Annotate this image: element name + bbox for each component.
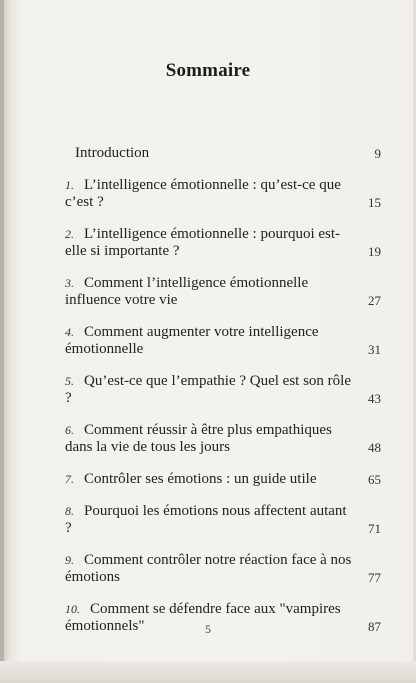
toc-entry-number: 8.	[65, 504, 74, 518]
toc-entry-6	[65, 422, 383, 456]
toc-entry-text	[65, 373, 383, 407]
toc-entry-page: 77	[368, 570, 381, 585]
toc-entry-title: Comment l’intelligence émotionnelle influence votre vie	[65, 275, 309, 308]
toc-entry-text	[65, 226, 383, 260]
toc-entry-page: 15	[368, 195, 381, 210]
toc-entry-number: 2.	[65, 227, 74, 241]
toc-entry-2	[65, 226, 383, 260]
toc-entry-title: L’intelligence émotionnelle : pourquoi est-elle si importante ?	[65, 226, 341, 259]
toc-entry-page: 9	[374, 146, 381, 161]
toc-entry-text	[65, 552, 383, 586]
toc-entry-text	[65, 503, 383, 537]
toc-entry-number: 3.	[65, 276, 74, 290]
toc-entry-page: 27	[368, 293, 381, 308]
toc-entry-page: 71	[368, 521, 381, 536]
toc-entry-text	[65, 145, 383, 162]
toc-entry-8	[65, 503, 383, 537]
table-of-contents	[65, 145, 383, 650]
toc-entry-number: 1.	[65, 178, 74, 192]
toc-entry-7	[65, 471, 383, 488]
toc-entry-text	[65, 422, 383, 456]
toc-entry-title: Comment augmenter votre intelligence émotionnelle	[65, 324, 319, 357]
toc-entry-9	[65, 552, 383, 586]
toc-entry-page: 65	[368, 472, 381, 487]
toc-entry-page: 19	[368, 244, 381, 259]
toc-entry-number: 10.	[65, 602, 80, 616]
toc-entry-number: 5.	[65, 374, 74, 388]
toc-entry-5	[65, 373, 383, 407]
toc-entry-number: 4.	[65, 325, 74, 339]
toc-entry-page: 48	[368, 440, 381, 455]
toc-entry-title: Comment se défendre face aux "vampires émotionnels"	[65, 601, 341, 634]
toc-entry-text	[65, 324, 383, 358]
toc-entry-page: 43	[368, 391, 381, 406]
page-bottom-shadow	[0, 661, 416, 683]
toc-entry-text	[65, 275, 383, 309]
toc-entry-text	[65, 471, 383, 488]
toc-entry-title: Comment réussir à être plus empathiques dans la vie de tous les jours	[65, 422, 332, 455]
page-binding-edge	[0, 0, 4, 683]
toc-entry-4	[65, 324, 383, 358]
toc-entry-title: Introduction	[75, 145, 150, 161]
toc-entry-page: 31	[368, 342, 381, 357]
toc-entry-3	[65, 275, 383, 309]
toc-entry-number: 7.	[65, 472, 74, 486]
toc-entry-text	[65, 177, 383, 211]
toc-entry-title: L’intelligence émotionnelle : qu’est-ce que c’est ?	[65, 177, 341, 210]
toc-entry-title: Comment contrôler notre réaction face à nos émotions	[65, 552, 352, 585]
toc-entry-title: Contrôler ses émotions : un guide utile	[84, 471, 317, 487]
page-title: Sommaire	[165, 60, 251, 81]
toc-entry-number: 9.	[65, 553, 74, 567]
page-number: 5	[205, 622, 211, 636]
toc-entry-title: Qu’est-ce que l’empathie ? Quel est son rôle ?	[65, 373, 351, 406]
toc-entry-introduction	[65, 145, 383, 162]
toc-entry-number: 6.	[65, 423, 74, 437]
toc-entry-page: 87	[368, 619, 381, 634]
toc-entry-title: Pourquoi les émotions nous affectent autant ?	[65, 503, 347, 536]
toc-entry-1	[65, 177, 383, 211]
